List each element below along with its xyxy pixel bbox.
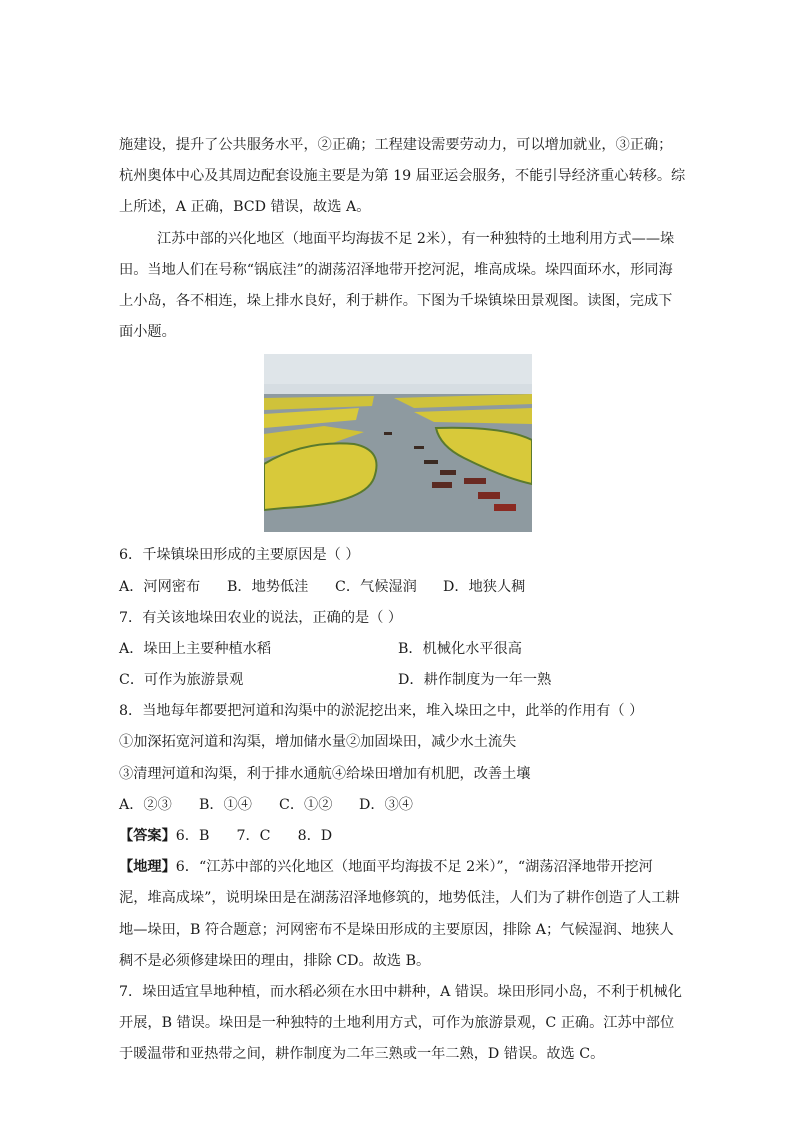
option-d: D．地狭人稠 — [443, 578, 526, 595]
question-8-statements: ①加深拓宽河道和沟渠，增加储水量②加固垛田，减少水土流失 — [119, 734, 517, 751]
question-8-statements: ③清理河道和沟渠，利于排水通航④给垛田增加有机肥，改善土壤 — [119, 765, 531, 782]
text-line: 施建设，提升了公共服务水平，②正确；工程建设需要劳动力，可以增加就业，③正确； — [119, 137, 673, 153]
text-line: 杭州奥体中心及其周边配套设施主要是为第 19 届亚运会服务，不能引导经济重心转移。综 — [119, 168, 686, 185]
option-d: D．③④ — [359, 796, 413, 813]
option-b: B．地势低洼 — [227, 578, 309, 595]
analysis-line: 7．垛田适宜旱地种植，而水稻必须在水田中耕种，A 错误。垛田形同小岛，不利于机械化 — [119, 983, 682, 1000]
analysis-text: 6．“江苏中部的兴化地区（地面平均海拔不足 2米）”，“湖荡沼泽地带开挖河 — [175, 859, 653, 876]
question-6-options — [119, 572, 679, 603]
option-c: C．①② — [279, 796, 333, 813]
analysis-line: 地—垛田，B 符合题意；河网密布不是垛田形成的主要原因，排除 A；气候湿润、地狭人 — [119, 921, 674, 938]
question-7-stem: 7．有关该地垛田农业的说法，正确的是（ ） — [119, 609, 403, 626]
option-a: A．河网密布 — [119, 578, 201, 595]
analysis-line: 稠不是必须修建垛田的理由，排除 CD。故选 B。 — [119, 952, 431, 969]
intro-line: 田。当地人们在号称“锅底洼”的湖荡沼泽地带开挖河泥，堆高成垛。垛四面环水，形同海 — [119, 261, 673, 278]
intro-line: 面小题。 — [119, 324, 176, 341]
analysis-line: 于暖温带和亚热带之间，耕作制度为二年三熟或一年二熟，D 错误。故选 C。 — [119, 1046, 605, 1063]
question-8-stem: 8．当地每年都要把河道和沟渠中的淤泥挖出来，堆入垛田之中，此举的作用有（ ） — [119, 703, 644, 720]
text-line: 上所述，A 正确，BCD 错误，故选 A。 — [119, 199, 371, 216]
option-b: B．①④ — [199, 796, 252, 813]
analysis-label: 【地理】 — [119, 859, 176, 876]
document-page — [119, 130, 686, 1071]
question-7-options-row2 — [119, 665, 679, 696]
option-a: A．垛田上主要种植水稻 — [119, 640, 272, 657]
question-6-stem: 6．千垛镇垛田形成的主要原因是（ ） — [119, 547, 360, 564]
option-c: C．气候湿润 — [335, 578, 417, 595]
question-8-options — [119, 790, 679, 821]
option-c: C．可作为旅游景观 — [119, 672, 244, 689]
analysis-line: 开展，B 错误。垛田是一种独特的土地利用方式，可作为旅游景观，C 正确。江苏中部位 — [119, 1015, 675, 1032]
analysis-line: 泥，堆高成垛”，说明垛田是在湖荡沼泽地修筑的，地势低洼，人们为了耕作创造了人工耕 — [119, 890, 680, 907]
analysis-line — [119, 852, 679, 883]
intro-line: 上小岛，各不相连，垛上排水良好，利于耕作。下图为千垛镇垛田景观图。读图，完成下 — [119, 292, 673, 309]
option-b: B．机械化水平很高 — [398, 640, 522, 657]
intro-line: 江苏中部的兴化地区（地面平均海拔不足 2米），有一种独特的土地利用方式——垛 — [157, 230, 675, 247]
option-a: A．②③ — [119, 796, 172, 813]
option-d: D．耕作制度为一年一熟 — [398, 672, 552, 689]
answer-line — [119, 821, 679, 852]
duotian-landscape-photo — [264, 354, 532, 532]
answer-label: 【答案】 — [119, 828, 176, 844]
question-7-options-row1 — [119, 634, 679, 665]
answer-text: 6．B 7．C 8．D — [175, 828, 333, 844]
